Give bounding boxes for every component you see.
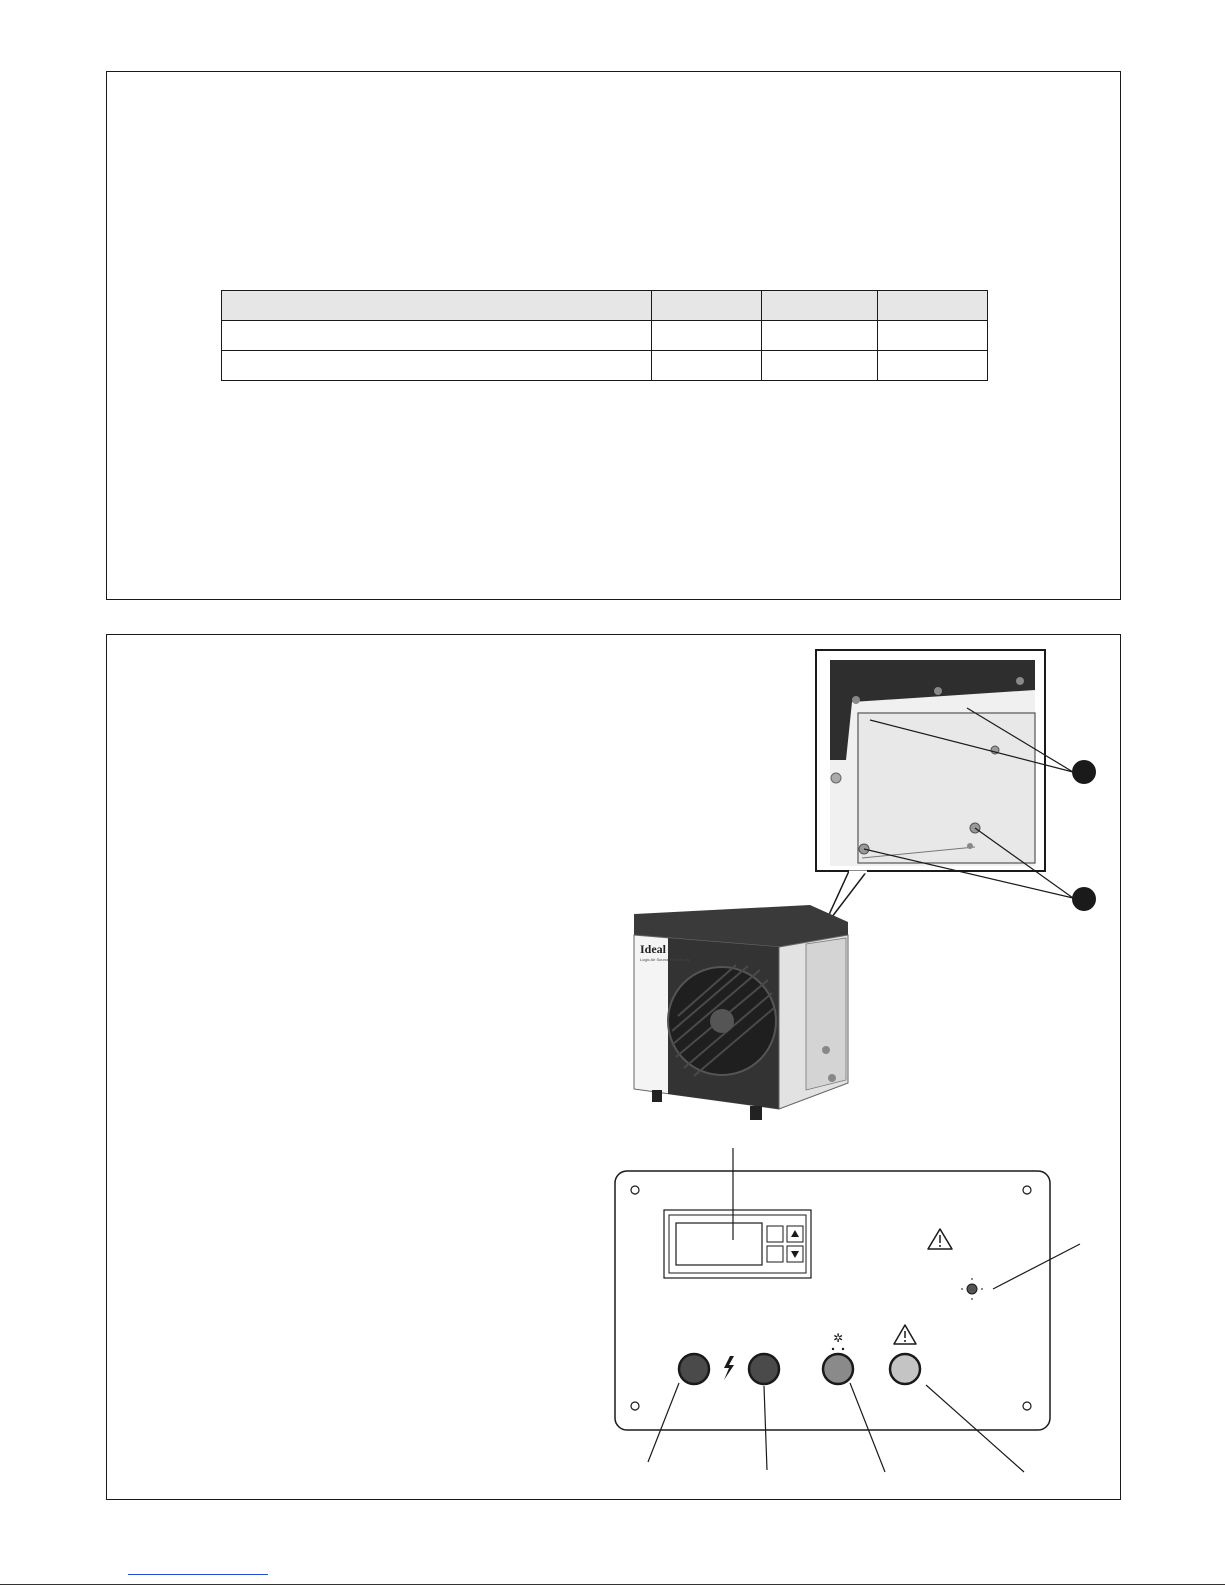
detail-inset [816, 650, 1096, 930]
footer-link-underline[interactable] [128, 1574, 268, 1575]
brand-tagline: Logic Air Source Heat Pump [640, 957, 691, 962]
fault-indicator-lamp [890, 1354, 920, 1384]
controller-display [664, 1210, 811, 1278]
indicator-lamp-1 [679, 1354, 709, 1384]
defrost-indicator-lamp [823, 1354, 853, 1384]
svg-text:✲: ✲ [832, 1331, 844, 1345]
detail-marker-2 [1072, 887, 1096, 911]
controller-button[interactable] [767, 1226, 783, 1242]
brand-logo: Ideal [640, 942, 667, 956]
controller-button[interactable] [767, 1246, 783, 1262]
control-panel [615, 1148, 1080, 1472]
detail-marker-1 [1072, 760, 1096, 784]
display-screen [676, 1223, 762, 1265]
power-indicator-lamp [749, 1354, 779, 1384]
heat-pump-unit [634, 905, 848, 1120]
